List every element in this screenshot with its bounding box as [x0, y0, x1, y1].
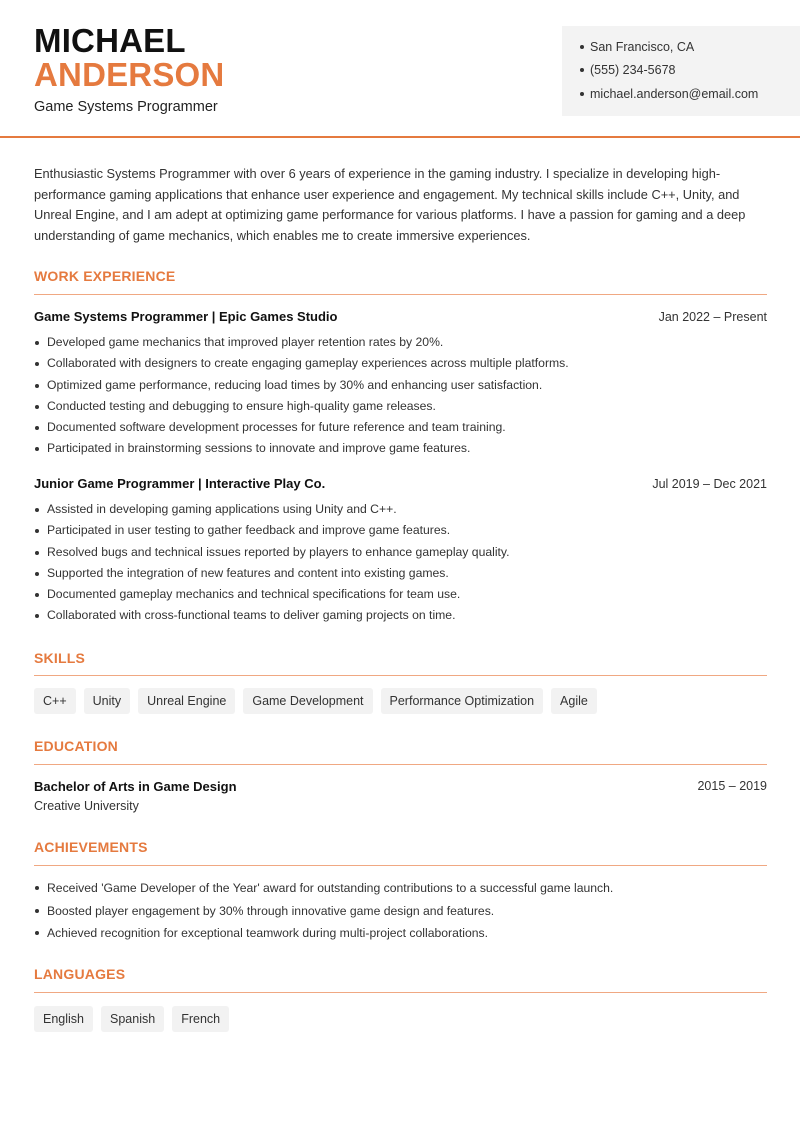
last-name: ANDERSON — [34, 56, 225, 93]
list-item: Achieved recognition for exceptional teamwork during multi-project collaborations. — [34, 922, 767, 945]
list-item: Developed game mechanics that improved player retention rates by 20%. — [34, 332, 767, 353]
email-text: michael.anderson@email.com — [590, 87, 759, 101]
section-title-work: WORK EXPERIENCE — [34, 268, 176, 284]
list-item: Conducted testing and debugging to ensure high-quality game releases. — [34, 396, 767, 417]
education-degree: Bachelor of Arts in Game Design — [34, 779, 237, 794]
list-item: Resolved bugs and technical issues reported by players to enhance gameplay quality. — [34, 542, 767, 563]
section-divider — [34, 764, 767, 765]
job-heading: Game Systems Programmer | Epic Games Studio — [34, 309, 338, 324]
section-title-skills: SKILLS — [34, 650, 85, 666]
job-dates: Jul 2019 – Dec 2021 — [652, 477, 767, 491]
achievements-list — [34, 877, 767, 945]
education-dates: 2015 – 2019 — [697, 779, 767, 793]
job-bullets — [34, 332, 767, 460]
contact-box — [562, 26, 800, 116]
language-tag: Spanish — [101, 1006, 164, 1032]
list-item: Boosted player engagement by 30% through innovative game design and features. — [34, 900, 767, 923]
education-school: Creative University — [34, 799, 139, 813]
skill-tag: C++ — [34, 688, 76, 714]
list-item: Assisted in developing gaming applications using Unity and C++. — [34, 499, 767, 520]
first-name: MICHAEL — [34, 22, 186, 59]
resume-header — [0, 0, 800, 138]
list-item: Received 'Game Developer of the Year' award for outstanding contributions to a successful game launch. — [34, 877, 767, 900]
skill-tag: Performance Optimization — [381, 688, 544, 714]
skill-tag: Unreal Engine — [138, 688, 235, 714]
list-item: Documented gameplay mechanics and technical specifications for team use. — [34, 584, 767, 605]
contact-phone — [580, 63, 675, 77]
list-item: Participated in user testing to gather feedback and improve game features. — [34, 520, 767, 541]
languages-list — [34, 1006, 229, 1032]
section-divider — [34, 992, 767, 993]
skill-tag: Game Development — [243, 688, 372, 714]
job-bullets — [34, 499, 767, 627]
section-divider — [34, 675, 767, 676]
list-item: Collaborated with cross-functional teams to deliver gaming projects on time. — [34, 605, 767, 626]
bullet-icon — [580, 92, 584, 96]
list-item: Collaborated with designers to create engaging gameplay experiences across multiple platforms. — [34, 353, 767, 374]
list-item: Supported the integration of new features and content into existing games. — [34, 563, 767, 584]
location-text: San Francisco, CA — [590, 40, 695, 54]
contact-location — [580, 40, 694, 54]
job-dates: Jan 2022 – Present — [658, 310, 767, 324]
section-title-education: EDUCATION — [34, 738, 118, 754]
job-title: Game Systems Programmer — [34, 99, 218, 115]
language-tag: French — [172, 1006, 229, 1032]
list-item: Optimized game performance, reducing load times by 30% and enhancing user satisfaction. — [34, 375, 767, 396]
job-heading: Junior Game Programmer | Interactive Play Co. — [34, 476, 326, 491]
section-title-achievements: ACHIEVEMENTS — [34, 839, 148, 855]
contact-email — [580, 87, 758, 101]
summary-paragraph: Enthusiastic Systems Programmer with over 6 years of experience in the gaming industry. I specialize in developing high-performance gaming applications that enhance user experience and engagement. My technical skills include C++, Unity, and Unreal Engine, and I am adept at optimizing game performance for various platforms. I have a passion for gaming and a deep understanding of game mechanics, which enables me to create immersive experiences. — [34, 166, 746, 243]
list-item: Documented software development processes for future reference and team training. — [34, 417, 767, 438]
section-title-languages: LANGUAGES — [34, 966, 126, 982]
bullet-icon — [580, 45, 584, 49]
list-item: Participated in brainstorming sessions to innovate and improve game features. — [34, 438, 767, 459]
skills-list — [34, 688, 597, 714]
section-divider — [34, 865, 767, 866]
section-divider — [34, 294, 767, 295]
bullet-icon — [580, 68, 584, 72]
skill-tag: Agile — [551, 688, 597, 714]
language-tag: English — [34, 1006, 93, 1032]
phone-text: (555) 234-5678 — [590, 63, 676, 77]
skill-tag: Unity — [84, 688, 130, 714]
